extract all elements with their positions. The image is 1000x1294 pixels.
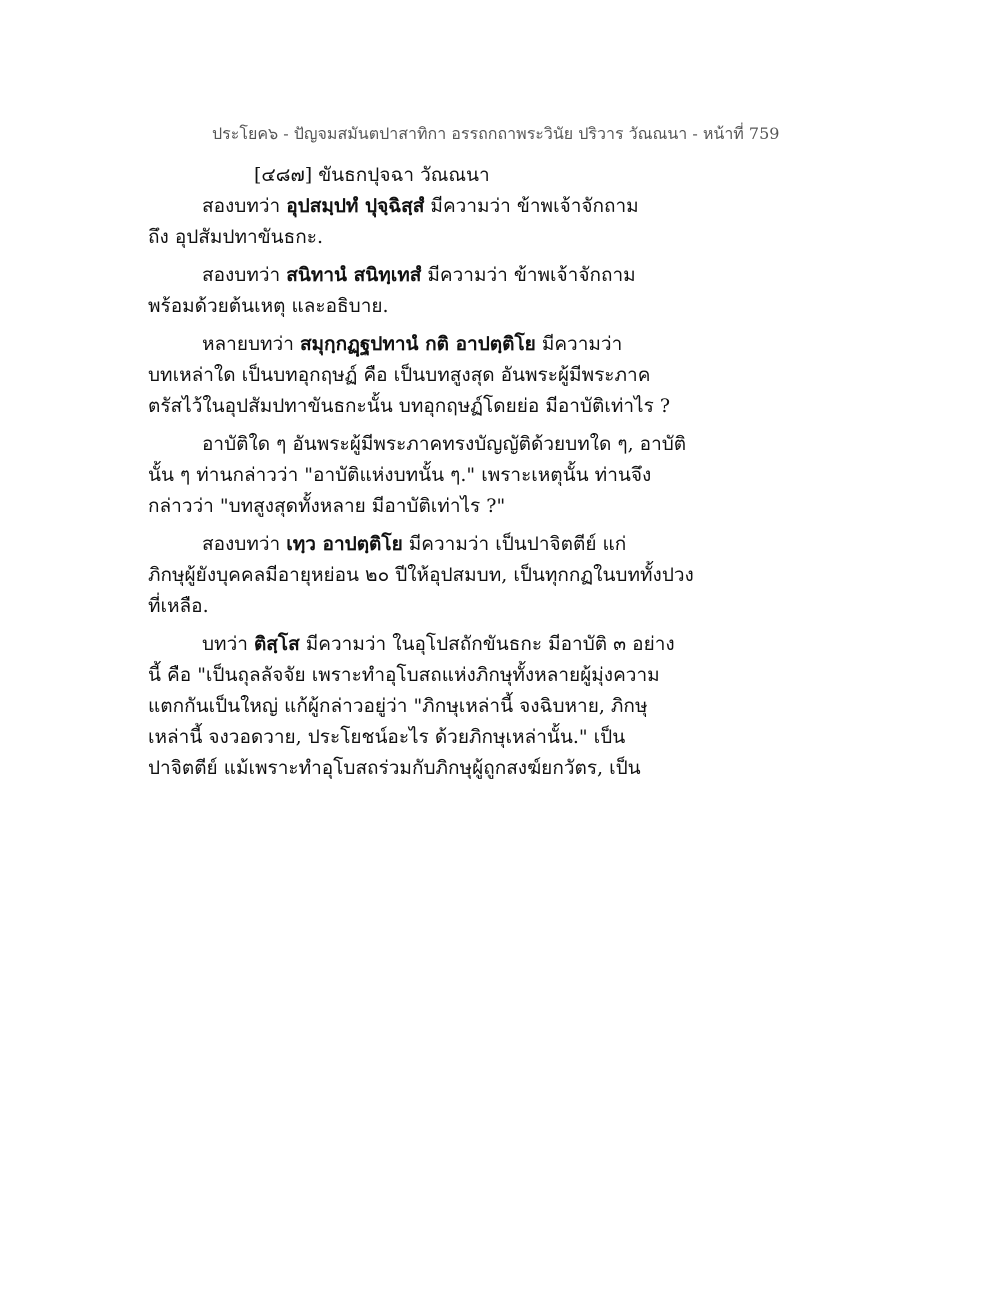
paragraph-line: ถึง อุปสัมปทาขันธกะ. [148, 226, 323, 248]
text-run: มีความว่า [535, 333, 623, 355]
paragraph-line: แตกกันเป็นใหญ่ แก้ผู้กล่าวอยู่ว่า "ภิกษุเหล่านี้ จงฉิบหาย, ภิกษุ [148, 695, 648, 717]
pali-term: อุปสมฺปทํ ปุจฺฉิสฺสํ [286, 195, 425, 217]
document-body [148, 160, 728, 784]
text-run: สองบทว่า [202, 195, 287, 217]
paragraph-line: กล่าวว่า "บทสูงสุดทั้งหลาย มีอาบัติเท่าไร ?" [148, 495, 506, 517]
paragraph-3 [148, 329, 728, 422]
text-run: มีความว่า ข้าพเจ้าจักถาม [421, 264, 636, 286]
text-run: มีความว่า ข้าพเจ้าจักถาม [424, 195, 639, 217]
pali-term: สมุกฺกฏฺฐปทานํ กติ อาปตฺติโย [299, 333, 536, 355]
paragraph-line: อาบัติใด ๆ อันพระผู้มีพระภาคทรงบัญญัติด้วยบทใด ๆ, อาบัติ [202, 433, 687, 455]
text-run: สองบทว่า [202, 533, 287, 555]
text-run: มีความว่า ในอุโปสถักขันธกะ มีอาบัติ ๓ อย่าง [299, 633, 675, 655]
paragraph-line [148, 629, 728, 660]
paragraph-1 [148, 191, 728, 253]
text-run: หลายบทว่า [202, 333, 300, 355]
text-run: มีความว่า เป็นปาจิตตีย์ แก่ [402, 533, 627, 555]
paragraph-line: นั้น ๆ ท่านกล่าวว่า "อาบัติแห่งบทนั้น ๆ." เพราะเหตุนั้น ท่านจึง [148, 464, 652, 486]
section-heading: [๔๘๗] ขันธกปุจฉา วัณณนา [254, 164, 490, 186]
paragraph-6 [148, 629, 728, 784]
paragraph-line [148, 260, 728, 291]
text-run: สองบทว่า [202, 264, 287, 286]
paragraph-2 [148, 260, 728, 322]
paragraph-line: เหล่านี้ จงวอดวาย, ประโยชน์อะไร ด้วยภิกษุเหล่านั้น." เป็น [148, 726, 626, 748]
paragraph-line: พร้อมด้วยต้นเหตุ และอธิบาย. [148, 295, 389, 317]
running-header: ประโยค๖ - ปัญจมสมันตปาสาทิกา อรรถกถาพระวินัย ปริวาร วัณณนา - หน้าที่ 759 [212, 124, 780, 143]
paragraph-5 [148, 529, 728, 622]
paragraph-line: ปาจิตตีย์ แม้เพราะทำอุโบสถร่วมกับภิกษุผู้ถูกสงฆ์ยกวัตร, เป็น [148, 757, 641, 779]
paragraph-4 [148, 429, 728, 522]
paragraph-line: ที่เหลือ. [148, 595, 209, 617]
pali-term: สนิทานํ สนิทฺเทสํ [286, 264, 422, 286]
pali-term: เทฺว อาปตฺติโย [286, 533, 403, 555]
paragraph-line [148, 191, 728, 222]
paragraph-line: นี้ คือ "เป็นถุลลัจจัย เพราะทำอุโบสถแห่งภิกษุทั้งหลายผู้มุ่งความ [148, 664, 660, 686]
text-run: บทว่า [202, 633, 254, 655]
paragraph-line [148, 329, 728, 360]
paragraph-line [148, 529, 728, 560]
paragraph-line: ภิกษุผู้ยังบุคคลมีอายุหย่อน ๒๐ ปีให้อุปสมบท, เป็นทุกกฏในบททั้งปวง [148, 564, 694, 586]
pali-term: ติสฺโส [253, 633, 300, 655]
paragraph-line: บทเหล่าใด เป็นบทอุกฤษฏ์ คือ เป็นบทสูงสุด อันพระผู้มีพระภาค [148, 364, 651, 386]
paragraph-line: ตรัสไว้ในอุปสัมปทาขันธกะนั้น บทอุกฤษฏ์โดยย่อ มีอาบัติเท่าไร ? [148, 395, 670, 417]
